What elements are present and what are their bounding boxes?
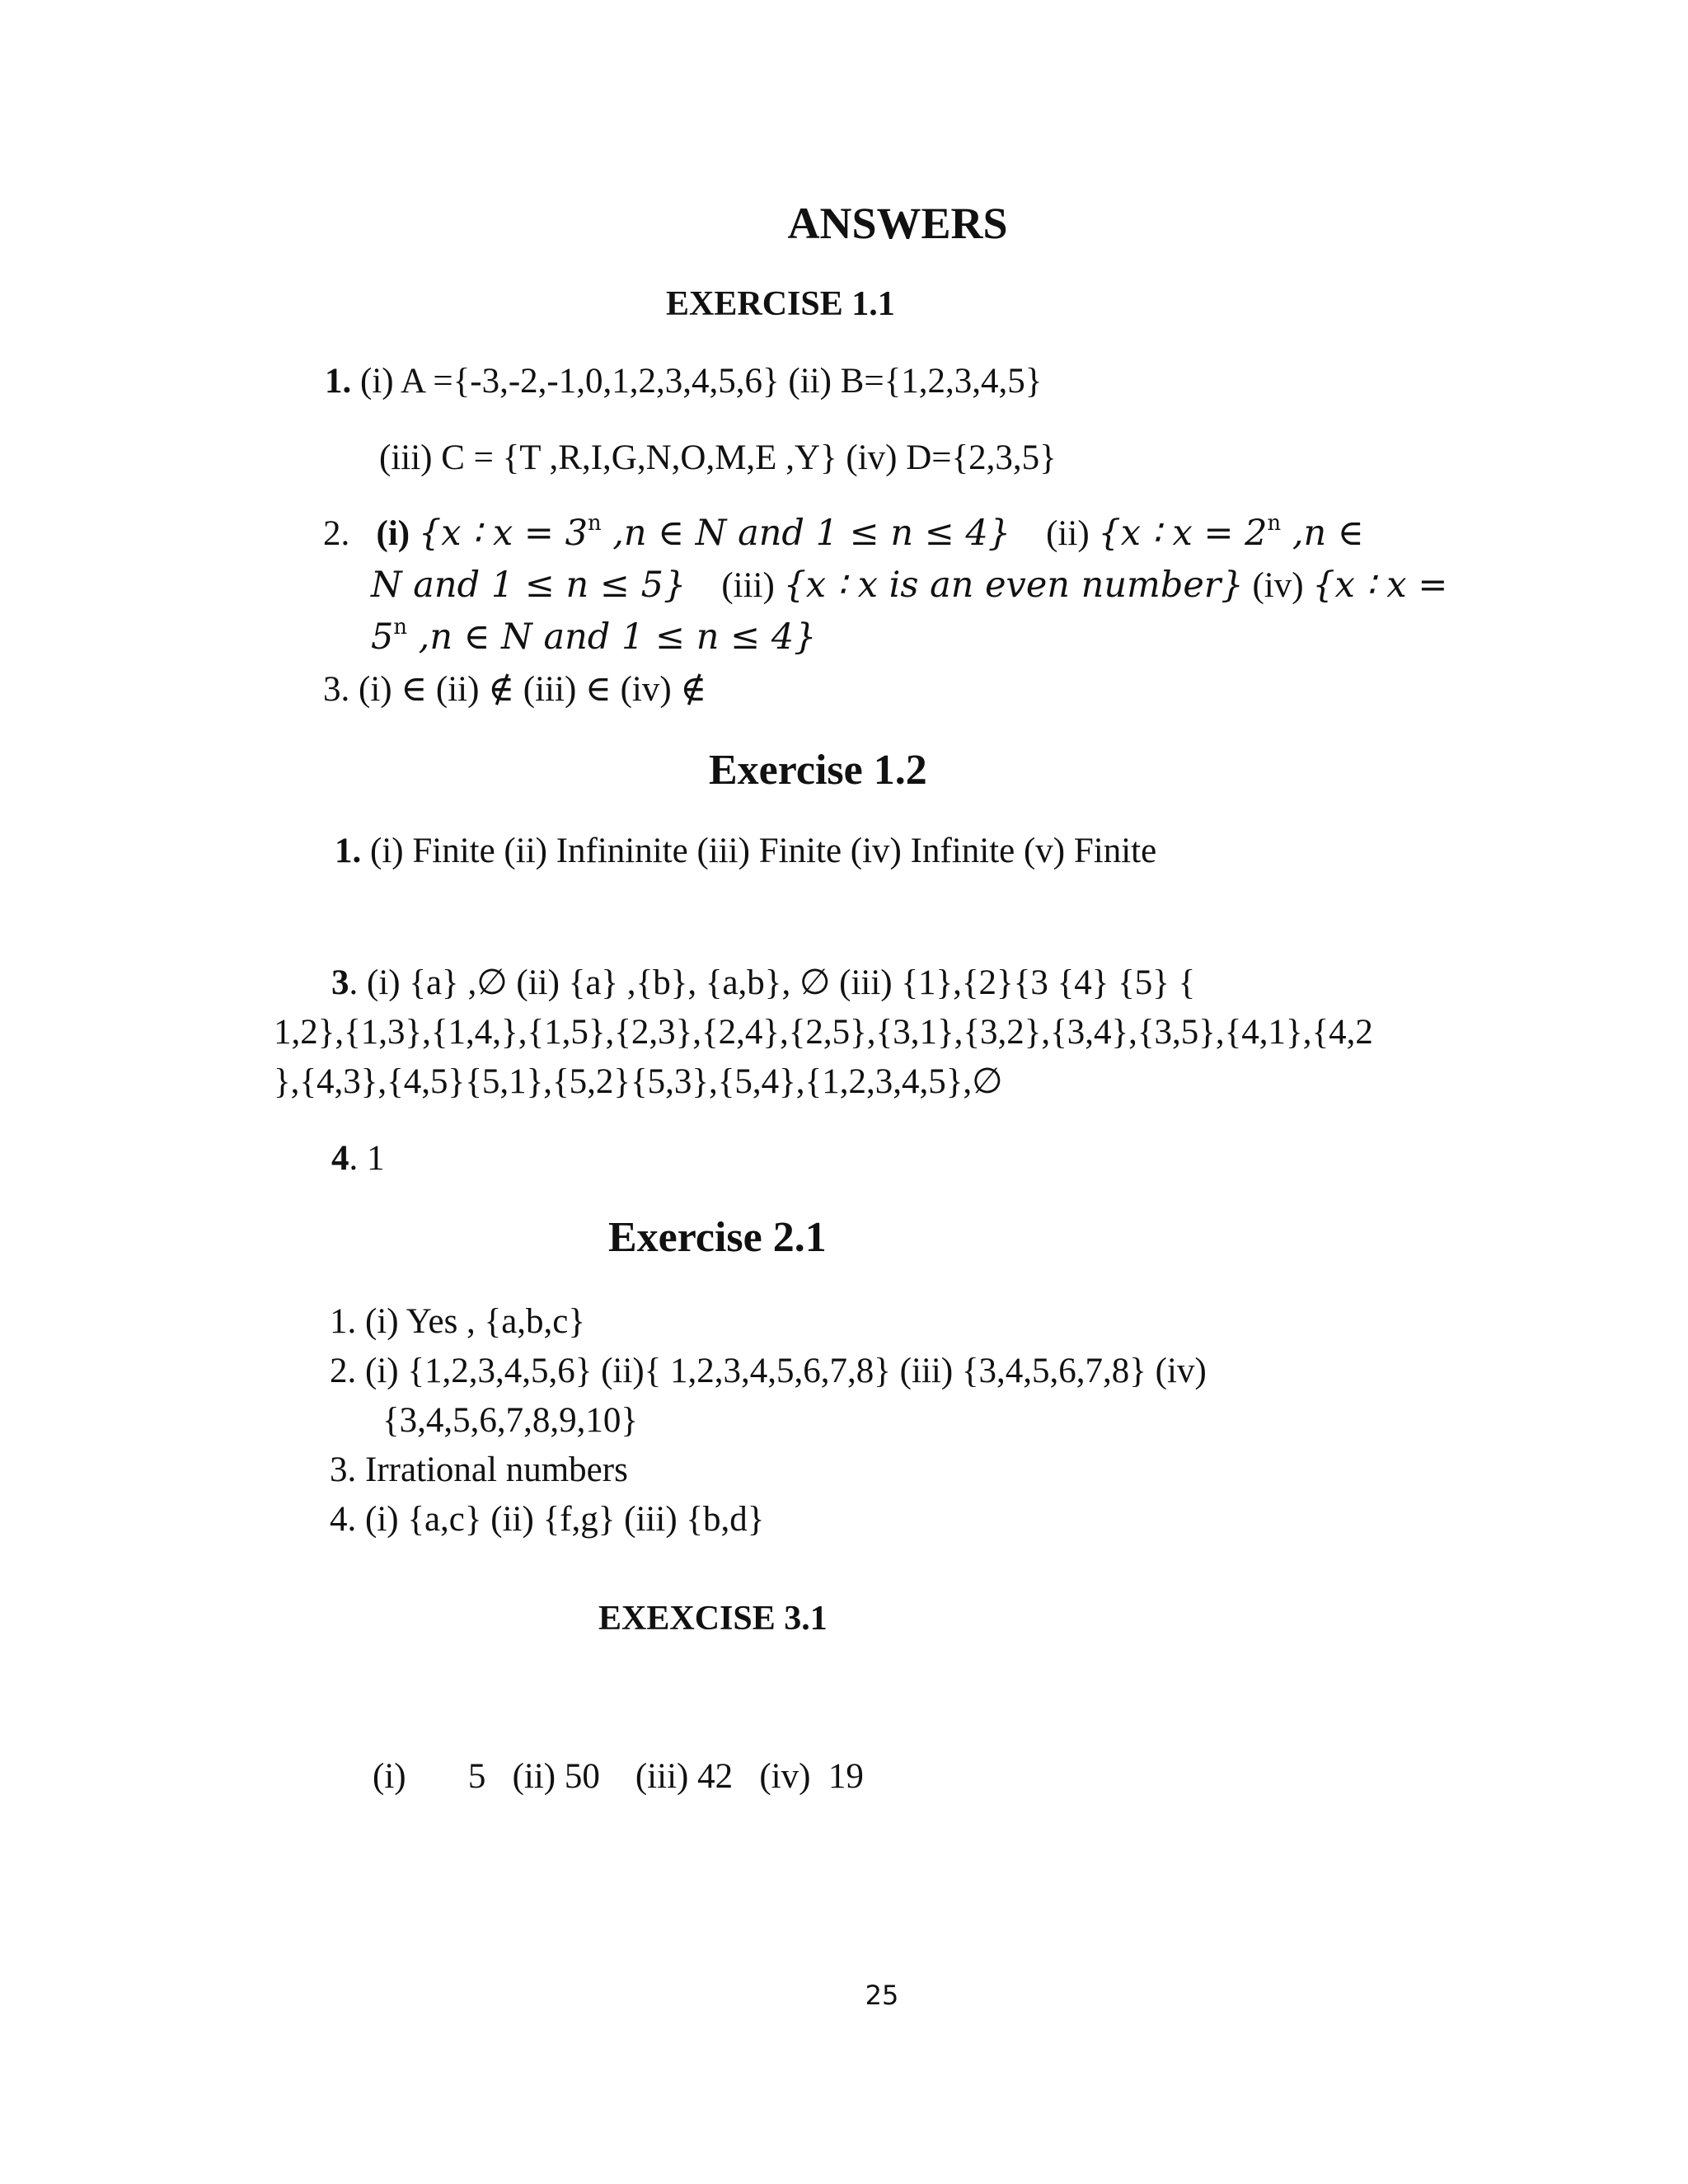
exercise-1-1-heading: EXERCISE 1.1 <box>666 285 895 323</box>
ex12-q3-text: . (i) {a} ,∅ (ii) {a} ,{b}, {a,b}, ∅ (iii) {1},{2}{3 {4} {5} { <box>349 963 1196 1002</box>
set-ii-base: {x ∶ x = 2 <box>1098 513 1268 554</box>
ex21-q2-cont-line: {3,4,5,6,7,8,9,10} <box>382 1401 639 1440</box>
set-i-base: {x ∶ x = 3 <box>418 513 588 554</box>
exercise-2-1-heading: Exercise 2.1 <box>608 1214 827 1261</box>
ex21-q4-line: 4. (i) {a,c} (ii) {f,g} (iii) {b,d} <box>330 1500 765 1539</box>
set-iv-condition: ,n ∈ N and 1 ≤ n ≤ 4} <box>406 616 817 658</box>
ex12-q4-line <box>331 1137 385 1180</box>
ex11-q2-line3 <box>371 616 817 659</box>
ex12-q3-line2: 1,2},{1,3},{1,4,},{1,5},{2,3},{2,4},{2,5},{3,1},{3,2},{3,4},{3,5},{4,1},{4,2 <box>274 1013 1373 1052</box>
exponent: n <box>1267 510 1282 536</box>
ex12-q1-text: (i) Finite (ii) Infininite (iii) Finite (iv) Infinite (v) Finite <box>370 832 1157 870</box>
ex12-q3-number: 3 <box>331 963 349 1002</box>
ex11-q2-number: 2. <box>323 514 350 553</box>
ex11-q2-set-iv-cont <box>371 616 817 658</box>
ex11-q1-line2: (iii) C = {T ,R,I,G,N,O,M,E ,Y} (iv) D={2,3,5} <box>379 438 1057 477</box>
set-ii-condition: ,n ∈ <box>1281 513 1364 554</box>
ex12-q4-text: . 1 <box>349 1139 385 1178</box>
ex11-q2-line2 <box>371 565 1447 607</box>
ex21-q3-line: 3. Irrational numbers <box>330 1451 628 1489</box>
ex11-q2-set-iii: {x ∶ x is an even number} <box>783 565 1244 606</box>
ex11-q2-set-ii <box>1098 510 1364 554</box>
ex11-q1-line1 <box>325 360 1042 403</box>
ex11-q2-set-i <box>418 510 1011 554</box>
page-number: 25 <box>865 1980 899 2011</box>
ex31-answer-line: (i) 5 (ii) 50 (iii) 42 (iv) 19 <box>373 1757 864 1796</box>
ex12-q1-line <box>335 830 1156 873</box>
ex12-q4-number: 4 <box>331 1139 349 1178</box>
ex12-q3-line1 <box>331 962 1195 1005</box>
page-title: ANSWERS <box>787 199 1008 248</box>
exercise-3-1-heading: EXEXCISE 3.1 <box>598 1600 828 1638</box>
ex11-q2-set-ii-cont: N and 1 ≤ n ≤ 5} <box>371 565 687 606</box>
set-i-condition: ,n ∈ N and 1 ≤ n ≤ 4} <box>601 513 1011 554</box>
ex11-q3-line: 3. (i) ∈ (ii) ∉ (iii) ∈ (iv) ∉ <box>323 670 707 709</box>
ex12-q1-number: 1. <box>335 832 362 870</box>
ex21-q2-line: 2. (i) {1,2,3,4,5,6} (ii){ 1,2,3,4,5,6,7,8} (iii) {3,4,5,6,7,8} (iv) <box>330 1352 1207 1390</box>
ex11-q2-part-iv: (iv) <box>1252 566 1304 605</box>
set-iv-base: 5 <box>371 616 394 658</box>
ex11-q1-text: (i) A ={-3,-2,-1,0,1,2,3,4,5,6} (ii) B={1,2,3,4,5} <box>360 362 1043 401</box>
exercise-1-2-heading: Exercise 1.2 <box>709 747 927 794</box>
ex11-q2-part-iii: (iii) <box>721 566 775 605</box>
exponent: n <box>393 614 407 640</box>
ex21-q1-line: 1. (i) Yes , {a,b,c} <box>330 1302 586 1341</box>
ex11-q1-number: 1. <box>325 362 352 401</box>
ex12-q3-line3: },{4,3},{4,5}{5,1},{5,2}{5,3},{5,4},{1,2,3,4,5},∅ <box>274 1062 1003 1101</box>
ex11-q2-part-i: (i) <box>376 514 410 553</box>
ex11-q2-line1 <box>323 510 1364 555</box>
ex11-q2-set-iv: {x ∶ x = <box>1312 565 1448 606</box>
exponent: n <box>587 510 602 536</box>
ex11-q2-part-ii: (ii) <box>1046 514 1090 553</box>
